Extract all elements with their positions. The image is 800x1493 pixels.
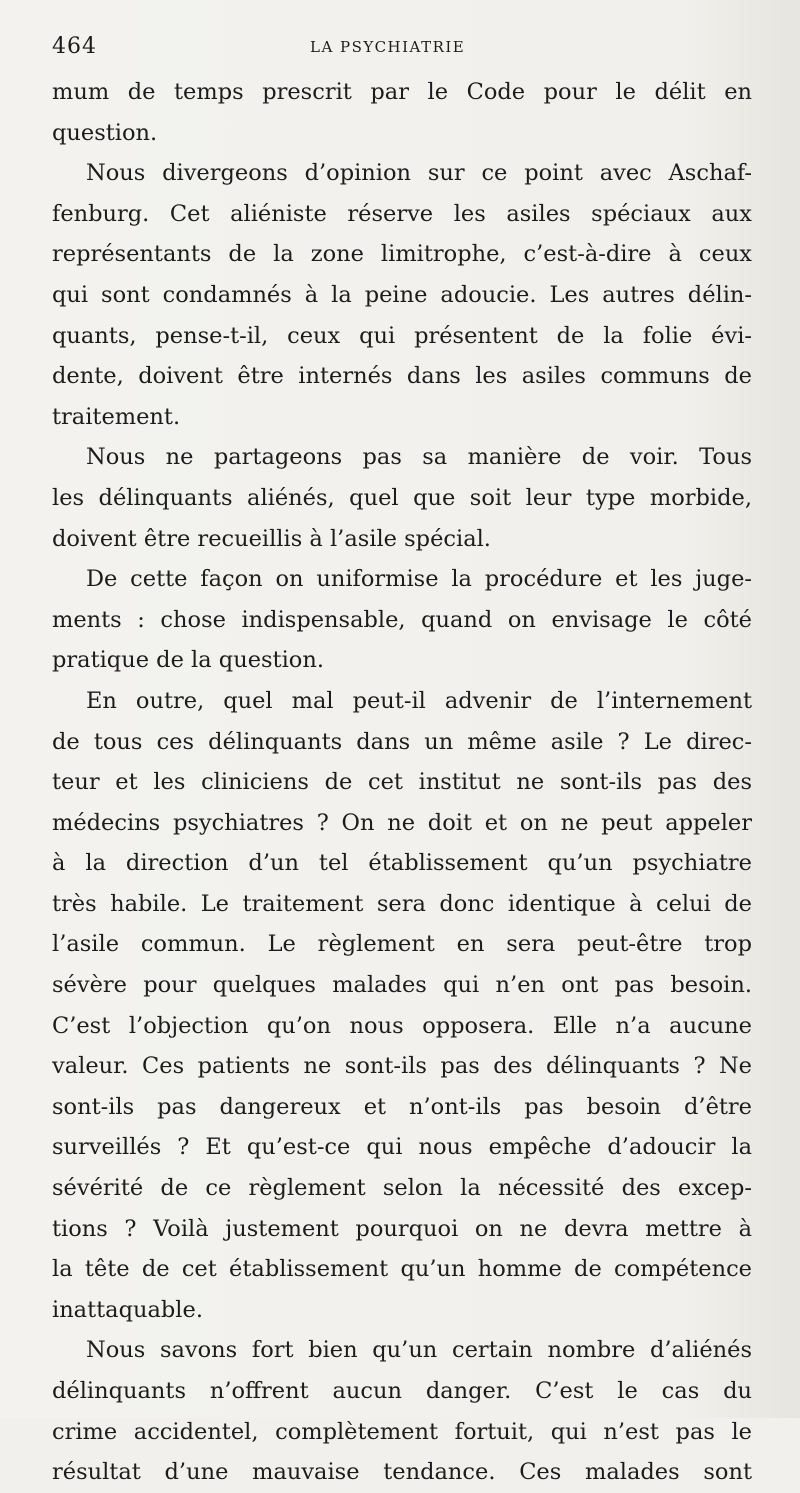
text-line: valeur. Ces patients ne sont-ils pas des délinquants ? Ne (52, 1053, 752, 1080)
text-line: délinquants n’offrent aucun danger. C’est le cas du (52, 1378, 752, 1404)
text-line: médecins psychiatres ? On ne doit et on ne peut appeler (52, 809, 752, 836)
text-line: sévère pour quelques malades qui n’en ont pas besoin. (52, 972, 752, 999)
text-line: doivent être recueillis à l’asile spécial. (52, 525, 491, 552)
text-line: mum de temps prescrit par le Code pour le délit en (52, 79, 752, 105)
text-line: résultat d’une mauvaise tendance. Ces malades sont (52, 1459, 752, 1486)
text-line: ments : chose indispensable, quand on envisage le côté (52, 606, 752, 633)
page-header (52, 34, 752, 64)
text-line: De cette façon on uniformise la procédure et les juge- (86, 566, 752, 593)
text-line: très habile. Le traitement sera donc identique à celui de (52, 890, 752, 917)
text-line: traitement. (52, 403, 181, 430)
text-line: surveillés ? Et qu’est-ce qui nous empêche d’adoucir la (52, 1134, 752, 1161)
running-title: LA PSYCHIATRIE (310, 38, 466, 56)
text-line: la tête de cet établissement qu’un homme de compétence (52, 1256, 752, 1283)
text-line: Nous divergeons d’opinion sur ce point avec Aschaf- (86, 160, 752, 187)
text-line: Nous savons fort bien qu’un certain nombre d’aliénés (86, 1337, 752, 1364)
text-line: l’asile commun. Le règlement en sera peut-être trop (52, 931, 752, 958)
text-line: tions ? Voilà justement pourquoi on ne devra mettre à (52, 1215, 752, 1242)
text-line: dente, doivent être internés dans les asiles communs de (52, 363, 752, 390)
text-line: question. (52, 119, 158, 146)
text-line: pratique de la question. (52, 647, 324, 674)
text-line: crime accidentel, complètement fortuit, qui n’est pas le (52, 1418, 752, 1445)
text-line: de tous ces délinquants dans un même asile ? Le direc- (52, 728, 752, 755)
text-line: En outre, quel mal peut-il advenir de l’internement (86, 687, 752, 714)
text-line: sévérité de ce règlement selon la nécessité des excep- (52, 1175, 752, 1202)
text-line: teur et les cliniciens de cet institut ne sont-ils pas des (52, 769, 752, 796)
page-number: 464 (52, 34, 97, 59)
text-line: sont-ils pas dangereux et n’ont-ils pas besoin d’être (52, 1093, 752, 1120)
text-line: fenburg. Cet aliéniste réserve les asiles spéciaux aux (52, 200, 752, 227)
text-line: à la direction d’un tel établissement qu’un psychiatre (52, 850, 752, 877)
text-line: qui sont condamnés à la peine adoucie. Les autres délin- (52, 281, 752, 308)
body-text (52, 72, 752, 1493)
text-line: inattaquable. (52, 1296, 203, 1323)
text-line: Nous ne partageons pas sa manière de voir. Tous (86, 444, 752, 471)
text-line: les délinquants aliénés, quel que soit leur type morbide, (52, 484, 752, 511)
text-line: représentants de la zone limitrophe, c’est-à-dire à ceux (52, 241, 752, 268)
text-line: quants, pense-t-il, ceux qui présentent de la folie évi- (52, 322, 752, 349)
text-line: C’est l’objection qu’on nous opposera. Elle n’a aucune (52, 1012, 752, 1039)
